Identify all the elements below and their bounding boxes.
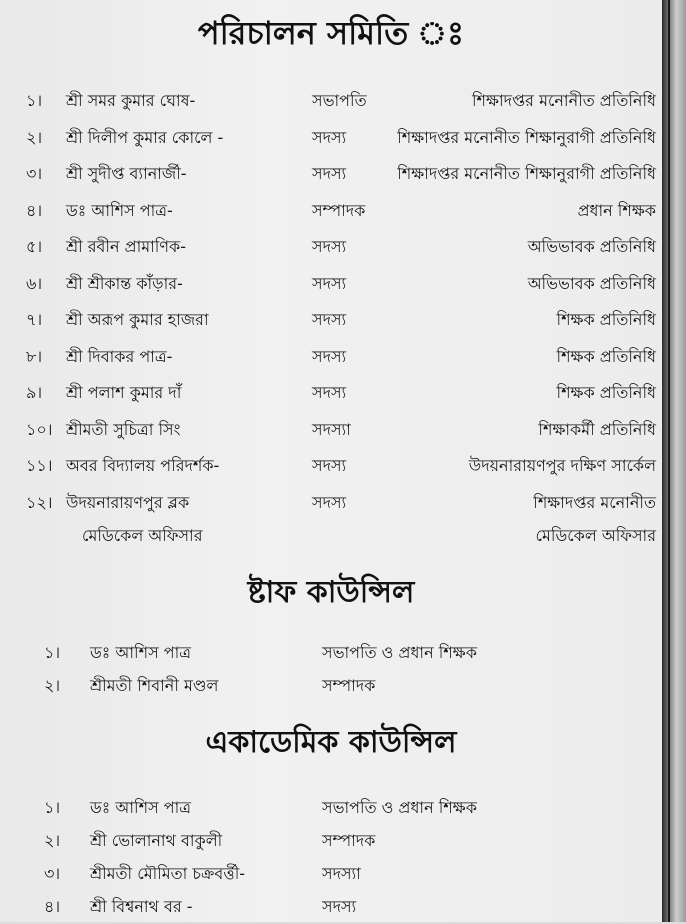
member-row: [0, 861, 662, 891]
member-name: শ্রীমতী মৌমিতা চক্রবর্ত্তী-: [90, 864, 246, 883]
member-row: [0, 161, 662, 191]
serial-number: ৭।: [26, 310, 43, 329]
member-position: সদস্য: [312, 310, 347, 329]
serial-number: ৯।: [26, 383, 43, 402]
member-name: শ্রীমতী শিবানী মণ্ডল: [90, 676, 219, 695]
serial-number: ৪।: [26, 200, 43, 220]
serial-number: ২।: [26, 127, 43, 147]
member-row: [0, 234, 662, 264]
serial-number: ১।: [44, 643, 61, 662]
member-name: উদয়নারায়ণপুর ব্লক: [66, 492, 190, 512]
member-position: সদস্য: [322, 897, 357, 916]
member-name: শ্রী সমর কুমার ঘোষ-: [66, 91, 196, 110]
member-representation: শিক্ষক প্রতিনিধি: [556, 310, 656, 329]
member-representation: শিক্ষাদপ্তর মনোনীত শিক্ষানুরাগী প্রতিনিধি: [397, 127, 656, 147]
member-position: সম্পাদক: [322, 676, 376, 695]
member-row: [0, 453, 662, 483]
member-position: সম্পাদক: [322, 831, 376, 850]
managing-committee-title: পরিচালন সমিতি ঃ: [197, 14, 465, 52]
serial-number: ১২।: [26, 492, 53, 512]
member-row: [0, 307, 662, 337]
member-representation: উদয়নারায়ণপুর দক্ষিণ সার্কেল: [468, 456, 656, 475]
member-position: সদস্য: [312, 383, 347, 402]
member-row: [0, 673, 662, 703]
member-position: সদস্যা: [322, 864, 361, 883]
serial-number: ৫।: [26, 237, 43, 256]
staff-council-title: ষ্টাফ কাউন্সিল: [247, 575, 415, 610]
member-name: শ্রী রবীন প্রামাণিক-: [66, 237, 186, 256]
member-row: [0, 380, 662, 410]
member-name: শ্রী দিলীপ কুমার কোলে -: [66, 127, 224, 147]
member-name: শ্রী শ্রীকান্ত কাঁড়ার-: [66, 273, 183, 293]
academic-council-title: একাডেমিক কাউন্সিল: [205, 725, 457, 760]
member-representation: শিক্ষাদপ্তর মনোনীত প্রতিনিধি: [471, 91, 656, 110]
serial-number: ১।: [44, 798, 61, 817]
serial-number: ৮।: [26, 346, 43, 366]
serial-number: ২।: [44, 676, 61, 695]
member-representation: অভিভাবক প্রতিনিধি: [527, 273, 656, 293]
member-representation: শিক্ষাদপ্তর মনোনীত: [533, 492, 656, 512]
member-position: সদস্য: [312, 164, 347, 183]
member-representation: শিক্ষক প্রতিনিধি: [556, 383, 656, 402]
member-position: সদস্য: [312, 492, 347, 512]
member-representation: শিক্ষক প্রতিনিধি: [556, 346, 656, 366]
member-row: [0, 417, 662, 447]
member-row: [0, 88, 662, 118]
member-name: ডঃ আশিস পাত্র: [90, 798, 192, 817]
member-row: [0, 894, 662, 924]
continuation-right: মেডিকেল অফিসার: [535, 526, 656, 545]
member-position: সদস্য: [312, 456, 347, 475]
serial-number: ৪।: [44, 897, 61, 916]
member-name: শ্রী পলাশ কুমার দাঁ: [66, 383, 182, 402]
member-position: সভাপতি ও প্রধান শিক্ষক: [322, 798, 477, 817]
continuation-left: মেডিকেল অফিসার: [82, 526, 203, 545]
book-spine: [662, 0, 686, 922]
spine-edge: [668, 0, 670, 922]
serial-number: ৩।: [26, 164, 43, 183]
member-position: সভাপতি ও প্রধান শিক্ষক: [322, 643, 477, 662]
member-name: শ্রী বিশ্বনাথ বর -: [90, 897, 193, 916]
member-position: সম্পাদক: [312, 200, 366, 220]
member-row: [0, 828, 662, 858]
member-position: সদস্যা: [312, 419, 351, 439]
serial-number: ১১।: [26, 456, 53, 475]
member-position: সভাপতি: [312, 91, 367, 110]
member-name: ডঃ আশিস পাত্র-: [66, 200, 173, 220]
member-row: [0, 271, 662, 301]
member-position: সদস্য: [312, 346, 347, 366]
serial-number: ২।: [44, 831, 61, 850]
serial-number: ৬।: [26, 273, 43, 293]
member-row: [0, 640, 662, 670]
member-name: শ্রী ভোলানাথ বাকুলী: [90, 831, 223, 850]
member-name: শ্রী সুদীপ্ত ব্যানার্জী-: [66, 164, 187, 183]
member-representation: অভিভাবক প্রতিনিধি: [527, 237, 656, 256]
member-position: সদস্য: [312, 127, 347, 147]
member-row: [0, 795, 662, 825]
serial-number: ১।: [26, 91, 43, 110]
member-representation: শিক্ষাদপ্তর মনোনীত শিক্ষানুরাগী প্রতিনিধি: [397, 164, 656, 183]
member-row: [0, 198, 662, 228]
member-position: সদস্য: [312, 273, 347, 293]
member-name: অবর বিদ্যালয় পরিদর্শক-: [66, 456, 220, 475]
member-row: [0, 490, 662, 520]
serial-number: ৩।: [44, 864, 61, 883]
member-row: [0, 344, 662, 374]
member-name: শ্রী দিবাকর পাত্র-: [66, 346, 173, 366]
member-position: সদস্য: [312, 237, 347, 256]
member-row: [0, 125, 662, 155]
member-name: ডঃ আশিস পাত্র: [90, 643, 192, 662]
serial-number: ১০।: [26, 419, 53, 439]
member-representation: শিক্ষাকর্মী প্রতিনিধি: [538, 419, 656, 439]
member-representation: প্রধান শিক্ষক: [577, 200, 656, 220]
member-name: শ্রীমতী সুচিত্রা সিং: [66, 419, 181, 439]
member-name: শ্রী অরূপ কুমার হাজরা: [66, 310, 209, 329]
